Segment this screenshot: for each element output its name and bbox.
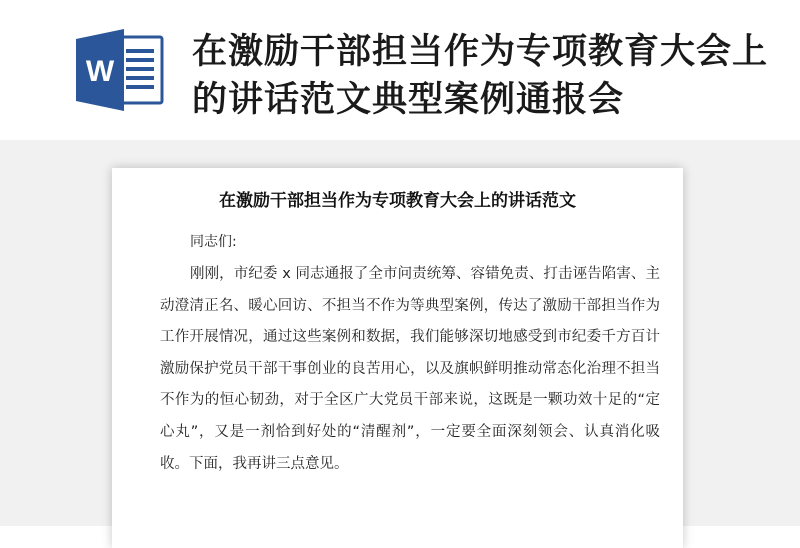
page-title: 在激励干部担当作为专项教育大会上的讲话范文典型案例通报会 (192, 32, 769, 120)
document-salutation: 同志们: (190, 234, 237, 250)
word-icon-letter: W (85, 55, 115, 88)
document-paragraph: 刚刚，市纪委 x 同志通报了全市问责统筹、容错免责、打击诬告陷害、主动澄清正名、暖心回访、不担当不作为等典型案例，传达了激励干部担当作为工作开展情况，通过这些案例和数据，我们能够深切地感受到市纪委千方百计激励保护党员干部干事创业的良苦用心，以及旗帜鲜明推动常态化治理不担当不作为的恒心韧劲，对于全区广大党员干部来说，这既是一颗功效十足的“定心丸”，又是一剂恰到好处的“清醒剂”，一定要全面深刻领会、认真消化吸收。下面，我再讲三点意见。 (160, 266, 660, 472)
document-page (112, 168, 683, 548)
document-title: 在激励干部担当作为专项教育大会上的讲话范文 (219, 191, 576, 211)
header-banner (0, 0, 800, 140)
word-document-icon (76, 29, 166, 111)
